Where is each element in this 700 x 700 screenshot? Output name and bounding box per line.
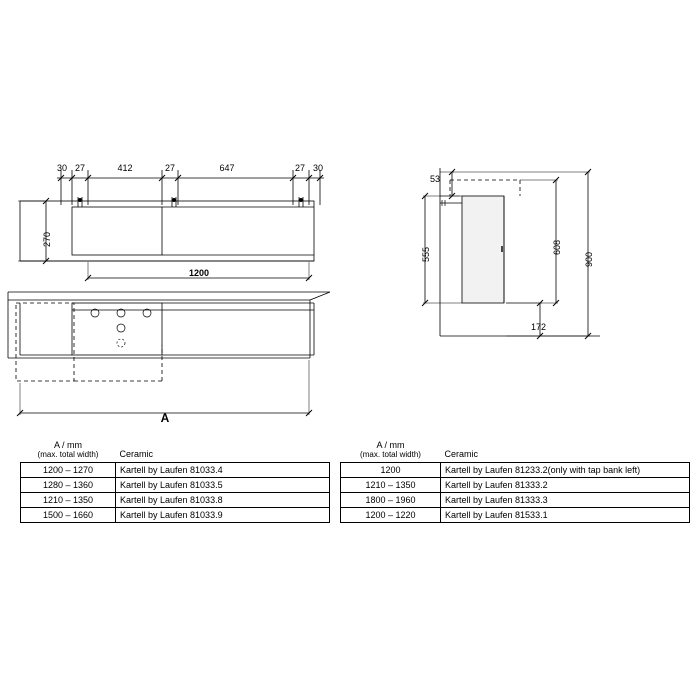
table-row — [341, 493, 690, 508]
dim-label-647: 647 — [219, 163, 235, 173]
dim-label-1200: 1200 — [188, 268, 210, 278]
table-row — [341, 463, 690, 478]
table-right-cell-ceramic: Kartell by Laufen 81533.1 — [441, 508, 690, 523]
dim-label-27-right: 27 — [294, 163, 305, 173]
dim-label-30-right: 30 — [312, 163, 323, 173]
table-left-cell-ceramic: Kartell by Laufen 81033.9 — [116, 508, 330, 523]
table-row — [341, 478, 690, 493]
table-left-cell-width: 1500 – 1660 — [21, 508, 116, 523]
table-row — [21, 463, 330, 478]
dim-label-270: 270 — [42, 231, 52, 247]
table-right-cell-width: 1200 – 1220 — [341, 508, 441, 523]
table-right-header-ceramic: Ceramic — [444, 449, 479, 459]
table-right-cell-width: 1210 – 1350 — [341, 478, 441, 493]
dim-label-27-mid: 27 — [164, 163, 175, 173]
table-right-cell-ceramic: Kartell by Laufen 81333.2 — [441, 478, 690, 493]
table-right-header-row — [341, 438, 690, 463]
table-right-header-width — [341, 438, 441, 463]
table-left-cell-width: 1210 – 1350 — [21, 493, 116, 508]
table-row — [21, 478, 330, 493]
dim-label-608: 608 — [552, 239, 562, 255]
table-left-header-ceramic: Ceramic — [119, 449, 154, 459]
dim-label-53: 53 — [430, 174, 441, 184]
table-left-header-width-line1: A / mm — [53, 440, 82, 450]
table-right-cell-width: 1200 — [341, 463, 441, 478]
table-right — [340, 438, 690, 523]
dim-label-555: 555 — [421, 246, 431, 262]
table-left-header-width-line2: (max. total width) — [37, 450, 99, 459]
dim-label-30-left: 30 — [56, 163, 67, 173]
table-right-cell-ceramic: Kartell by Laufen 81333.3 — [441, 493, 690, 508]
dim-label-A: A — [160, 411, 170, 425]
table-right-header-width-line2: (max. total width) — [360, 450, 421, 459]
dim-label-172: 172 — [531, 322, 547, 332]
table-left-header-row — [21, 438, 330, 463]
table-left-cell-ceramic: Kartell by Laufen 81033.5 — [116, 478, 330, 493]
table-right-cell-width: 1800 – 1960 — [341, 493, 441, 508]
table-left-cell-width: 1200 – 1270 — [21, 463, 116, 478]
table-left-header-width — [21, 438, 116, 463]
table-left — [20, 438, 330, 523]
table-row — [341, 508, 690, 523]
table-left-cell-ceramic: Kartell by Laufen 81033.4 — [116, 463, 330, 478]
dim-label-412: 412 — [117, 163, 133, 173]
dim-label-27-left: 27 — [74, 163, 85, 173]
table-left-cell-ceramic: Kartell by Laufen 81033.8 — [116, 493, 330, 508]
table-row — [21, 493, 330, 508]
table-left-cell-width: 1280 – 1360 — [21, 478, 116, 493]
table-right-header-width-line1: A / mm — [376, 440, 405, 450]
table-row — [21, 508, 330, 523]
dim-label-900: 900 — [584, 251, 594, 267]
table-right-cell-ceramic: Kartell by Laufen 81233.2(only with tap bank left) — [441, 463, 690, 478]
